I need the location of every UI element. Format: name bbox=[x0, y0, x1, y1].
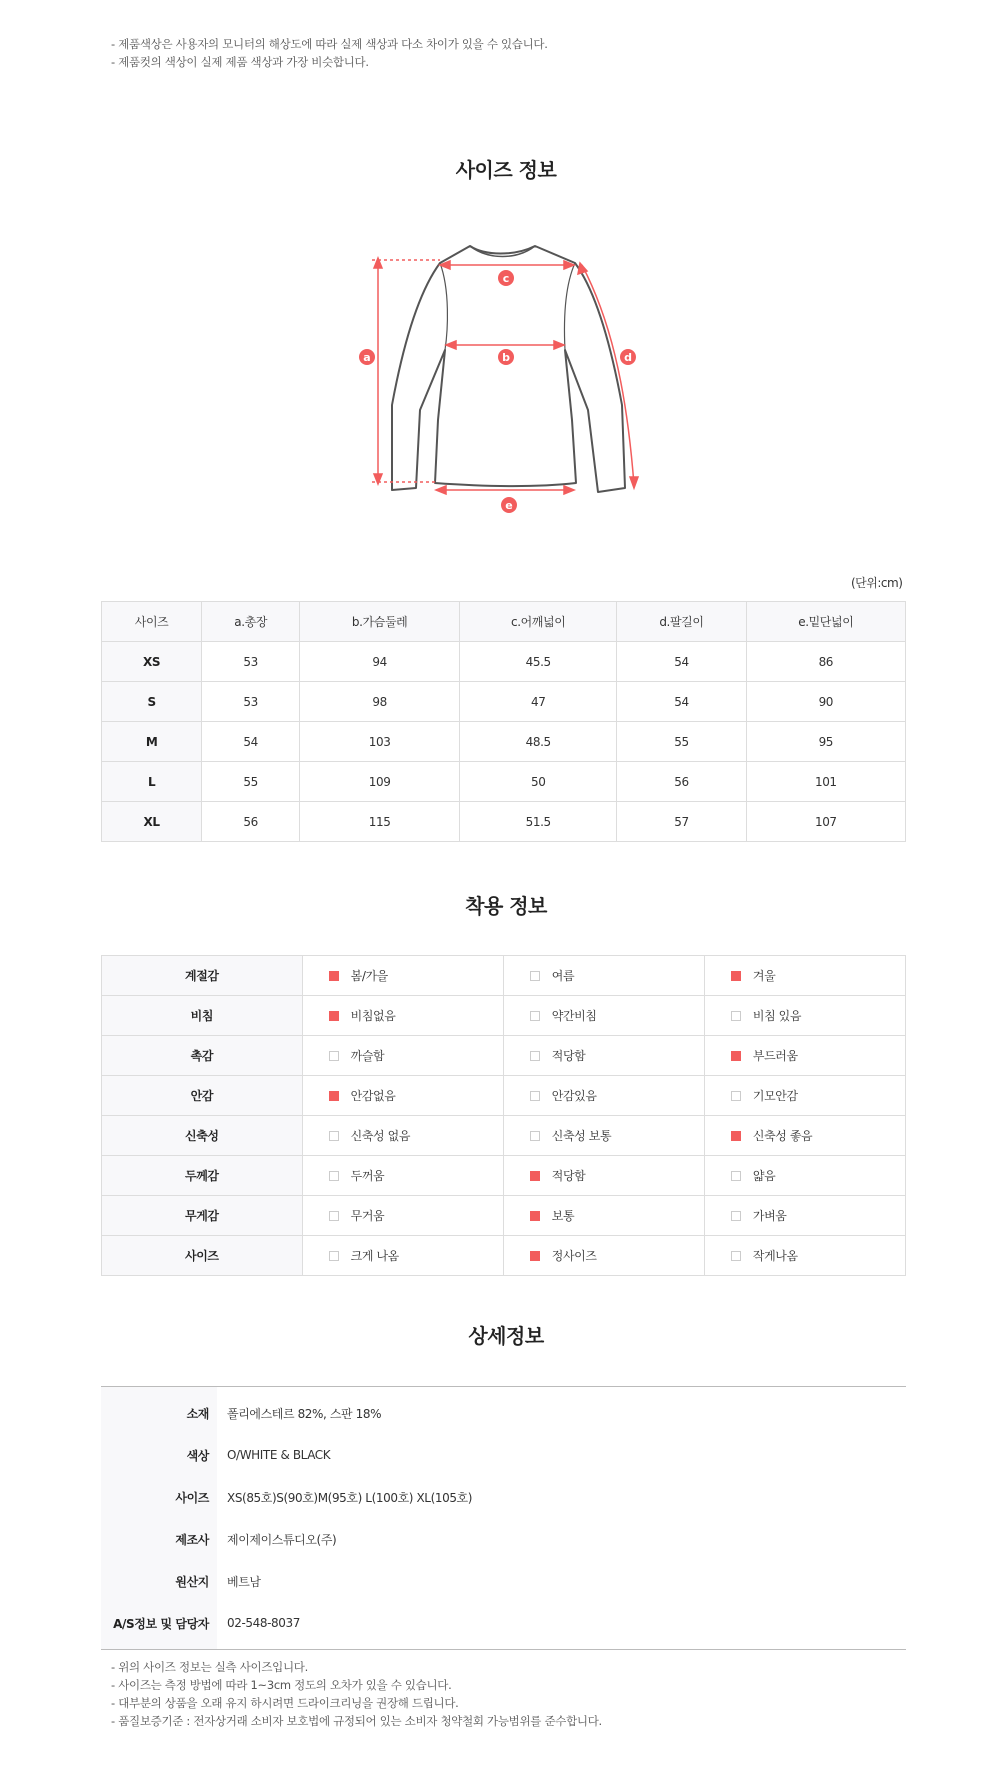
top-note: - 제품컷의 색상이 실제 제품 색상과 가장 비슷합니다. bbox=[111, 55, 369, 69]
detail-value: 폴리에스테르 82%, 스판 18% bbox=[227, 1406, 382, 1421]
fit-option bbox=[503, 996, 704, 1036]
fit-option-label: 부드러움 bbox=[752, 1049, 798, 1063]
detail-value: 제이제이스튜디오(주) bbox=[227, 1532, 337, 1547]
fit-option-label: 안감있음 bbox=[551, 1089, 597, 1103]
table-row bbox=[102, 722, 906, 762]
fit-option-label: 비침없음 bbox=[350, 1009, 396, 1023]
table-row bbox=[102, 762, 906, 802]
bottom-note: - 품질보증기준 : 전자상거래 소비자 보호법에 규정되어 있는 소비자 청약철회 가능범위를 준수합니다. bbox=[111, 1714, 602, 1728]
size-value-cell: 56 bbox=[617, 762, 746, 802]
fit-option-label: 겨울 bbox=[752, 969, 776, 983]
fit-option bbox=[704, 1156, 905, 1196]
size-value-cell: 54 bbox=[202, 722, 300, 762]
table-row bbox=[102, 642, 906, 682]
diagram-label-b: b bbox=[502, 351, 510, 364]
fit-option-label: 적당함 bbox=[551, 1169, 586, 1183]
table-row bbox=[102, 1156, 906, 1196]
table-row bbox=[102, 802, 906, 842]
table-row bbox=[102, 1196, 906, 1236]
fit-option bbox=[704, 996, 905, 1036]
size-value-cell: 109 bbox=[300, 762, 460, 802]
size-table-header bbox=[102, 602, 906, 642]
fit-option-label: 안감없음 bbox=[350, 1089, 396, 1103]
garment-seam bbox=[440, 263, 447, 350]
fit-label: 계절감 bbox=[102, 956, 303, 996]
fit-option-label: 신축성 없음 bbox=[350, 1129, 411, 1143]
detail-section-title: 상세정보 bbox=[468, 1324, 544, 1348]
size-value-cell: 53 bbox=[202, 642, 300, 682]
fit-option-label: 두꺼움 bbox=[350, 1169, 385, 1183]
table-row bbox=[102, 1116, 906, 1156]
table-row bbox=[101, 1602, 906, 1650]
checked-square-icon bbox=[731, 1131, 741, 1141]
fit-option bbox=[503, 1076, 704, 1116]
detail-table bbox=[101, 1386, 906, 1650]
fit-option bbox=[302, 1156, 503, 1196]
fit-option bbox=[503, 1196, 704, 1236]
size-value-cell: 54 bbox=[617, 682, 746, 722]
size-value-cell: 98 bbox=[300, 682, 460, 722]
unchecked-square-icon bbox=[731, 1171, 741, 1181]
size-value-cell: 48.5 bbox=[460, 722, 617, 762]
bottom-note: - 사이즈는 측정 방법에 따라 1~3cm 정도의 오차가 있을 수 있습니다. bbox=[111, 1678, 452, 1692]
size-name-cell: M bbox=[102, 722, 202, 762]
size-name-cell: S bbox=[102, 682, 202, 722]
fit-option-label: 신축성 좋음 bbox=[752, 1129, 813, 1143]
garment-seam bbox=[564, 263, 575, 350]
size-value-cell: 115 bbox=[300, 802, 460, 842]
table-row bbox=[101, 1387, 906, 1435]
bottom-notes bbox=[111, 1658, 602, 1730]
size-value-cell: 57 bbox=[617, 802, 746, 842]
fit-option bbox=[302, 1076, 503, 1116]
fit-option bbox=[503, 1156, 704, 1196]
fit-option bbox=[503, 1116, 704, 1156]
table-row bbox=[101, 1518, 906, 1560]
size-value-cell: 107 bbox=[746, 802, 905, 842]
table-row bbox=[101, 1434, 906, 1476]
checked-square-icon bbox=[530, 1251, 540, 1261]
table-row bbox=[102, 682, 906, 722]
fit-section-title: 착용 정보 bbox=[465, 894, 547, 918]
size-value-cell: 55 bbox=[202, 762, 300, 802]
fit-option bbox=[704, 956, 905, 996]
fit-option-label: 신축성 보통 bbox=[551, 1129, 612, 1143]
checked-square-icon bbox=[731, 971, 741, 981]
unchecked-square-icon bbox=[329, 1251, 339, 1261]
unchecked-square-icon bbox=[731, 1211, 741, 1221]
fit-option-label: 약간비침 bbox=[551, 1009, 597, 1023]
detail-value: O/WHITE & BLACK bbox=[227, 1448, 331, 1462]
fit-option bbox=[302, 1196, 503, 1236]
diagram-label-a: a bbox=[363, 351, 371, 364]
unchecked-square-icon bbox=[731, 1011, 741, 1021]
fit-label: 안감 bbox=[102, 1076, 303, 1116]
fit-option bbox=[302, 1036, 503, 1076]
fit-label: 비침 bbox=[102, 996, 303, 1036]
size-value-cell: 101 bbox=[746, 762, 905, 802]
table-row bbox=[102, 1036, 906, 1076]
size-header-cell: e.밑단넓이 bbox=[746, 602, 905, 642]
fit-option-label: 정사이즈 bbox=[551, 1249, 597, 1263]
unchecked-square-icon bbox=[530, 1131, 540, 1141]
size-name-cell: L bbox=[102, 762, 202, 802]
unchecked-square-icon bbox=[329, 1131, 339, 1141]
size-value-cell: 50 bbox=[460, 762, 617, 802]
detail-value: 02-548-8037 bbox=[227, 1616, 300, 1630]
size-value-cell: 53 bbox=[202, 682, 300, 722]
unchecked-square-icon bbox=[731, 1091, 741, 1101]
unchecked-square-icon bbox=[530, 1091, 540, 1101]
detail-label: 원산지 bbox=[101, 1560, 217, 1602]
unchecked-square-icon bbox=[530, 971, 540, 981]
size-value-cell: 103 bbox=[300, 722, 460, 762]
fit-label: 무게감 bbox=[102, 1196, 303, 1236]
table-row bbox=[101, 1476, 906, 1518]
unit-label: (단위:cm) bbox=[851, 576, 903, 590]
bottom-note: - 대부분의 상품을 오래 유지 하시려면 드라이크리닝을 권장해 드립니다. bbox=[111, 1696, 459, 1710]
checked-square-icon bbox=[329, 971, 339, 981]
fit-option-label: 기모안감 bbox=[752, 1089, 798, 1103]
fit-label: 사이즈 bbox=[102, 1236, 303, 1276]
fit-option-label: 비침 있음 bbox=[752, 1009, 802, 1023]
table-row bbox=[102, 996, 906, 1036]
size-value-cell: 90 bbox=[746, 682, 905, 722]
table-row bbox=[102, 1076, 906, 1116]
size-value-cell: 54 bbox=[617, 642, 746, 682]
fit-label: 두께감 bbox=[102, 1156, 303, 1196]
garment-neckline bbox=[470, 246, 535, 257]
unchecked-square-icon bbox=[329, 1171, 339, 1181]
fit-option bbox=[503, 956, 704, 996]
fit-option-label: 봄/가을 bbox=[350, 969, 388, 983]
fit-option-label: 여름 bbox=[551, 969, 575, 983]
size-header-cell: b.가슴둘레 bbox=[300, 602, 460, 642]
fit-option bbox=[704, 1236, 905, 1276]
checked-square-icon bbox=[329, 1011, 339, 1021]
checked-square-icon bbox=[731, 1051, 741, 1061]
garment-diagram bbox=[350, 230, 650, 520]
diagram-label-d: d bbox=[624, 351, 632, 364]
size-header-cell: 사이즈 bbox=[102, 602, 202, 642]
fit-option bbox=[704, 1116, 905, 1156]
size-header-cell: c.어깨넓이 bbox=[460, 602, 617, 642]
table-row bbox=[102, 956, 906, 996]
fit-table bbox=[101, 955, 906, 1276]
unchecked-square-icon bbox=[530, 1051, 540, 1061]
size-value-cell: 94 bbox=[300, 642, 460, 682]
fit-label: 촉감 bbox=[102, 1036, 303, 1076]
table-row bbox=[101, 1560, 906, 1602]
size-value-cell: 51.5 bbox=[460, 802, 617, 842]
diagram-label-e: e bbox=[505, 499, 513, 512]
size-value-cell: 55 bbox=[617, 722, 746, 762]
size-value-cell: 47 bbox=[460, 682, 617, 722]
size-header-cell: a.총장 bbox=[202, 602, 300, 642]
size-section-title: 사이즈 정보 bbox=[455, 158, 557, 182]
fit-option bbox=[704, 1196, 905, 1236]
unchecked-square-icon bbox=[329, 1211, 339, 1221]
size-name-cell: XS bbox=[102, 642, 202, 682]
top-note: - 제품색상은 사용자의 모니터의 해상도에 따라 실제 색상과 다소 차이가 있을 수 있습니다. bbox=[111, 37, 548, 51]
detail-label: 사이즈 bbox=[101, 1476, 217, 1518]
fit-option-label: 적당함 bbox=[551, 1049, 586, 1063]
fit-option bbox=[302, 956, 503, 996]
fit-label: 신축성 bbox=[102, 1116, 303, 1156]
detail-value: XS(85호)S(90호)M(95호) L(100호) XL(105호) bbox=[227, 1490, 473, 1505]
fit-option bbox=[302, 996, 503, 1036]
size-header-cell: d.팔길이 bbox=[617, 602, 746, 642]
bottom-note: - 위의 사이즈 정보는 실측 사이즈입니다. bbox=[111, 1660, 308, 1674]
fit-option-label: 가벼움 bbox=[752, 1209, 787, 1223]
fit-option-label: 크게 나옴 bbox=[350, 1249, 399, 1263]
size-value-cell: 95 bbox=[746, 722, 905, 762]
detail-label: 제조사 bbox=[101, 1518, 217, 1560]
detail-value: 베트남 bbox=[227, 1574, 261, 1589]
fit-option-label: 작게나옴 bbox=[752, 1249, 798, 1263]
fit-option bbox=[503, 1236, 704, 1276]
checked-square-icon bbox=[530, 1171, 540, 1181]
fit-option bbox=[704, 1076, 905, 1116]
unchecked-square-icon bbox=[530, 1011, 540, 1021]
checked-square-icon bbox=[530, 1211, 540, 1221]
diagram-label-c: c bbox=[502, 272, 510, 285]
detail-label: 색상 bbox=[101, 1434, 217, 1476]
checked-square-icon bbox=[329, 1091, 339, 1101]
fit-option-label: 얇음 bbox=[752, 1169, 776, 1183]
fit-option-label: 무거움 bbox=[350, 1209, 385, 1223]
unchecked-square-icon bbox=[731, 1251, 741, 1261]
table-row bbox=[102, 1236, 906, 1276]
size-table bbox=[101, 601, 906, 842]
unchecked-square-icon bbox=[329, 1051, 339, 1061]
size-value-cell: 56 bbox=[202, 802, 300, 842]
fit-option-label: 보통 bbox=[551, 1209, 575, 1223]
fit-option bbox=[503, 1036, 704, 1076]
size-value-cell: 45.5 bbox=[460, 642, 617, 682]
fit-option bbox=[302, 1236, 503, 1276]
detail-label: 소재 bbox=[101, 1387, 217, 1435]
top-notes bbox=[111, 35, 548, 71]
detail-label: A/S정보 및 담당자 bbox=[101, 1602, 217, 1650]
size-value-cell: 86 bbox=[746, 642, 905, 682]
size-name-cell: XL bbox=[102, 802, 202, 842]
fit-option bbox=[302, 1116, 503, 1156]
fit-option bbox=[704, 1036, 905, 1076]
fit-option-label: 까슬함 bbox=[350, 1049, 385, 1063]
